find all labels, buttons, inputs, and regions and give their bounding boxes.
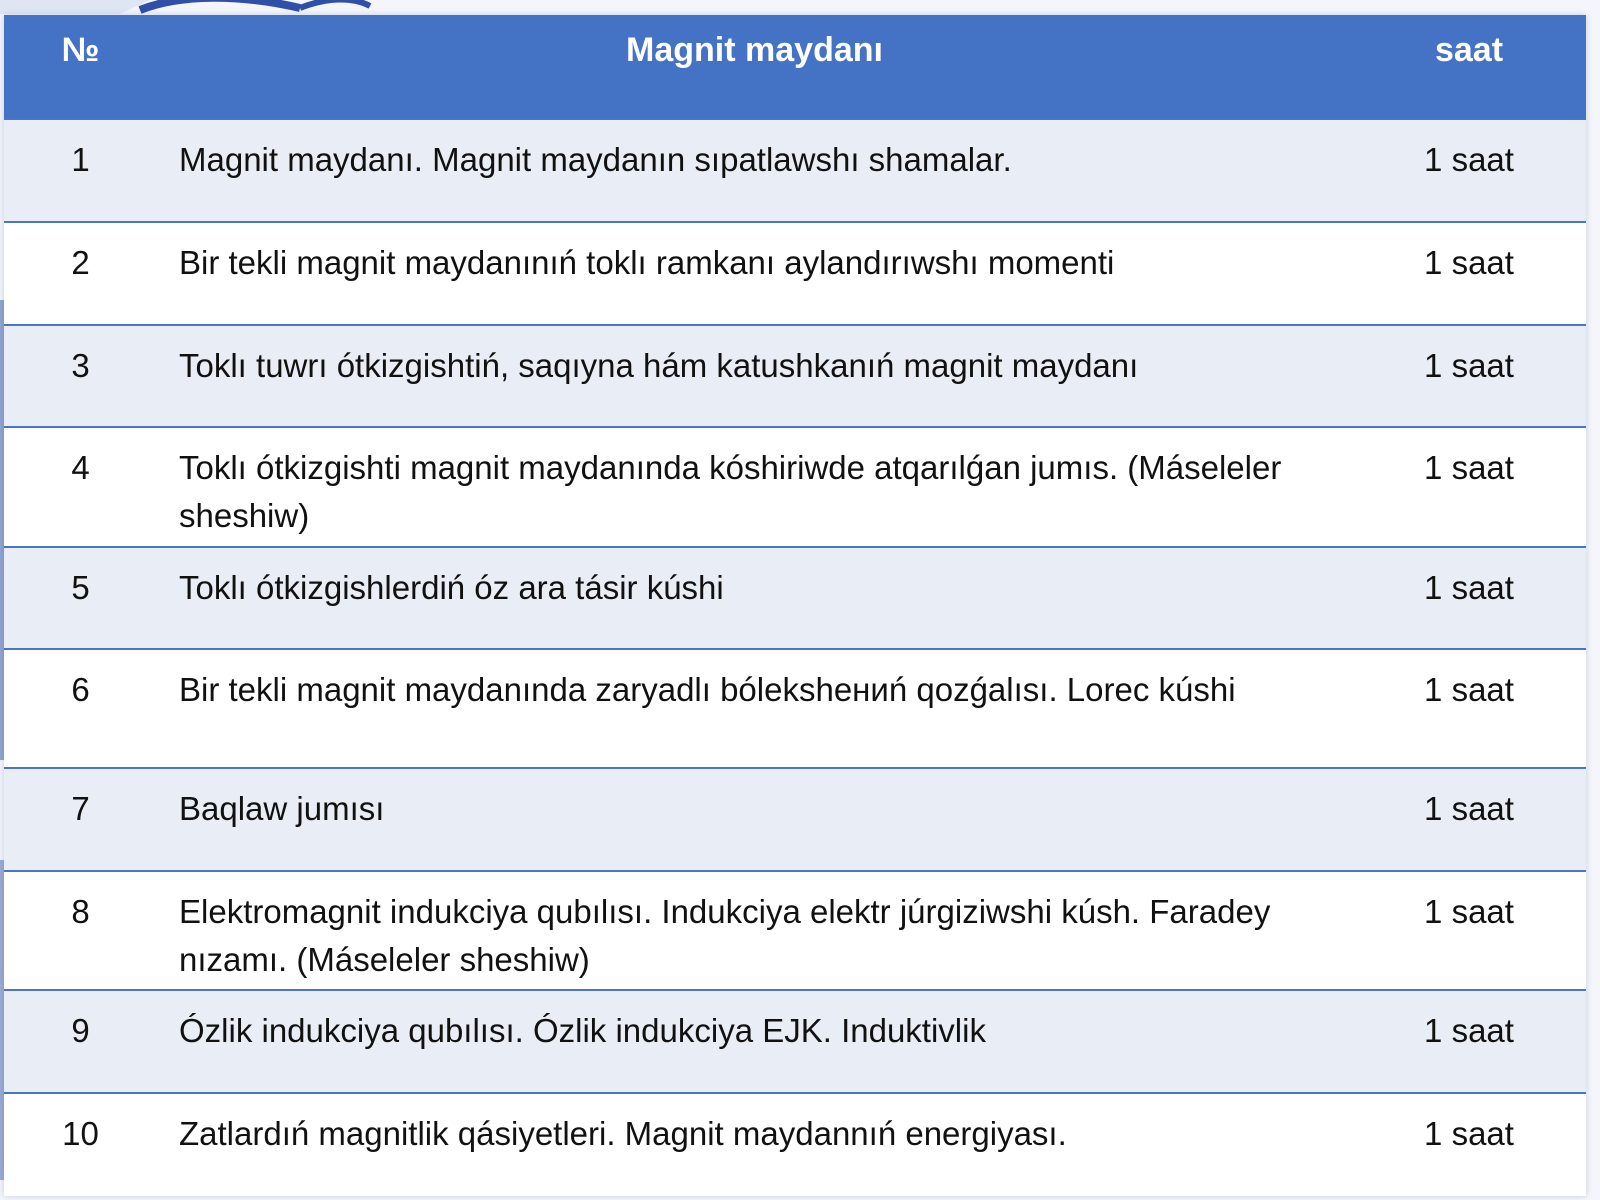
- row-hours: 1 saat: [1424, 568, 1514, 606]
- row-topic: Elektromagnit indukciya qubılısı. Indukciya elektr júrgiziwshi kúsh. Faradey nızamı. (Máseleler sheshiw): [179, 893, 1271, 979]
- table-row: [4, 768, 1586, 871]
- row-hours: 1 saat: [1424, 1115, 1514, 1153]
- header-topic: Magnit maydanı: [626, 31, 883, 69]
- row-number: 10: [62, 1115, 99, 1153]
- row-hours: 1 saat: [1424, 141, 1514, 178]
- row-topic: Zatlardıń magnitlik qásiyetleri. Magnit maydannıń energiyası.: [179, 1115, 1067, 1153]
- table-row: [4, 1093, 1586, 1196]
- row-topic: Baqlaw jumısı: [179, 790, 385, 828]
- table-row: [4, 119, 1586, 222]
- row-topic: Toklı ótkizgishti magnit maydanında kóshiriwde atqarılǵan jumıs. (Máseleler sheshiw): [179, 449, 1282, 535]
- row-hours: 1 saat: [1424, 346, 1514, 384]
- table-row: [4, 547, 1586, 650]
- row-number: 1: [71, 141, 90, 178]
- table-row: [4, 325, 1586, 428]
- row-number: 4: [71, 449, 90, 487]
- row-number: 9: [71, 1012, 90, 1050]
- table-row: [4, 871, 1586, 990]
- row-hours: 1 saat: [1424, 243, 1514, 281]
- row-number: 5: [71, 568, 90, 606]
- row-topic: Bir tekli magnit maydanında zaryadlı bólekshениń qozǵalısı. Lorec kúshi: [179, 671, 1236, 709]
- topics-table-container: [4, 15, 1586, 1196]
- row-topic: Toklı tuwrı ótkizgishtiń, saqıyna hám katushkanıń magnit maydanı: [179, 346, 1139, 384]
- table-row: [4, 222, 1586, 325]
- row-topic: Toklı ótkizgishlerdiń óz ara tásir kúshi: [179, 568, 724, 606]
- row-topic: Magnit maydanı. Magnit maydanın sıpatlawshı shamalar.: [179, 141, 1012, 178]
- topics-table: [4, 15, 1586, 1196]
- row-number: 7: [71, 790, 90, 828]
- row-topic: Ózlik indukciya qubılısı. Ózlik indukciya EJK. Induktivlik: [179, 1012, 986, 1050]
- row-hours: 1 saat: [1424, 671, 1514, 709]
- row-number: 6: [71, 671, 90, 709]
- row-hours: 1 saat: [1424, 1012, 1514, 1050]
- header-number: №: [61, 31, 100, 69]
- row-topic: Bir tekli magnit maydanınıń toklı ramkanı aylandırıwshı momenti: [179, 243, 1115, 281]
- row-hours: 1 saat: [1424, 790, 1514, 828]
- table-row: [4, 649, 1586, 768]
- header-hours: saat: [1434, 31, 1504, 69]
- row-number: 2: [71, 243, 90, 281]
- row-hours: 1 saat: [1424, 449, 1514, 487]
- row-number: 8: [71, 893, 90, 931]
- row-hours: 1 saat: [1424, 893, 1514, 931]
- table-row: [4, 427, 1586, 546]
- row-number: 3: [71, 346, 90, 384]
- table-row: [4, 990, 1586, 1093]
- table-header-row: [4, 15, 1586, 119]
